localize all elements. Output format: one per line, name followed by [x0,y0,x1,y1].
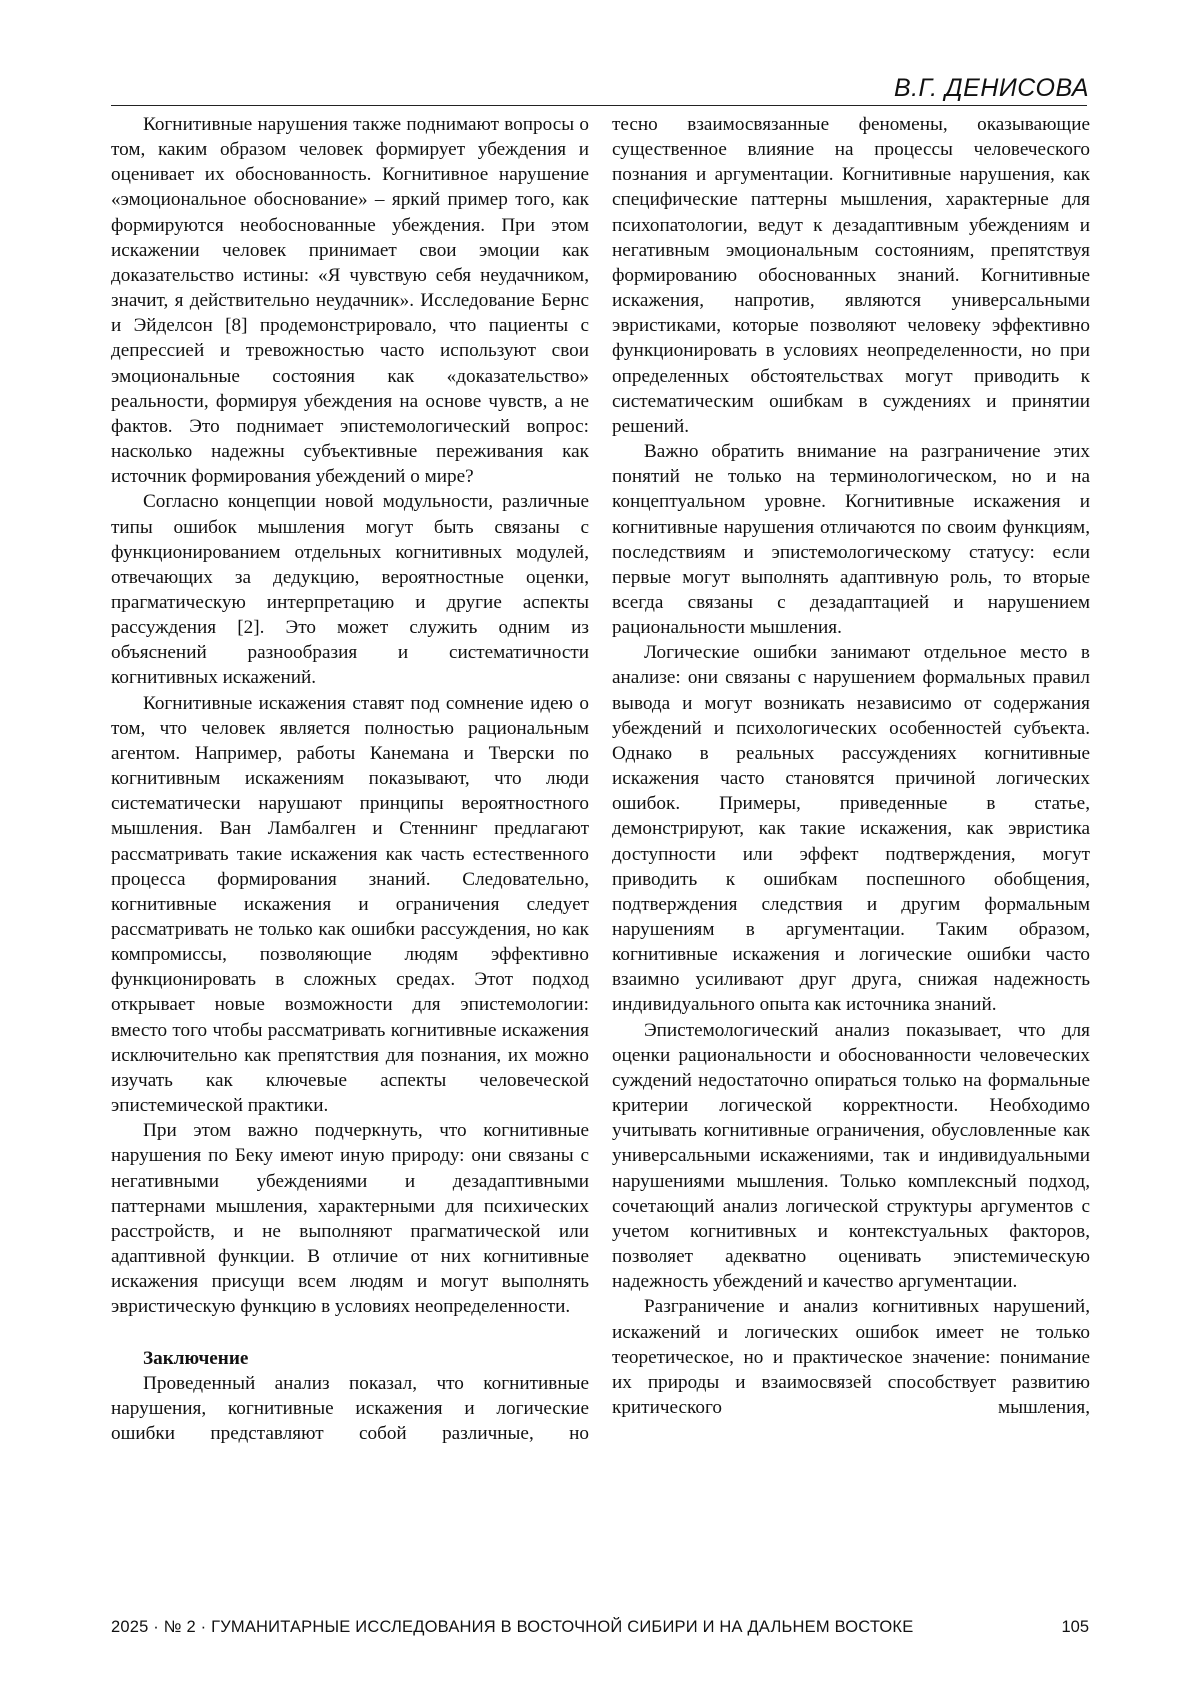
right-column [612,112,1090,1420]
paragraph: Разграничение и анализ когнитивных нарушений, искажений и логических ошибок имеет не только теоретическое, но и практическое значение: понимание их природы и взаимосвязей способствует развитию критического мышления, [612,1296,1090,1418]
page-number: 105 [1061,1618,1089,1636]
paragraph: Эпистемологический анализ показывает, что для оценки рациональности и обоснованности человеческих суждений недостаточно опираться только на формальные критерии логической корректности. Необходимо учитывать когнитивные ограничения, обусловленные как универсальными искажениями, так и индивидуальными нарушениями мышления. Только комплексный подход, сочетающий анализ логической структуры аргументов с учетом когнитивных и контекстуальных факторов, позволяет адекватно оценивать эпистемическую надежность убеждений и качество аргументации. [612,1019,1090,1293]
paragraph: Когнитивные искажения ставят под сомнение идею о том, что человек является полностью рациональным агентом. Например, работы Канемана и Тверски по когнитивным искажениям показывают, что люди систематически нарушают принципы вероятностного мышления. Ван Ламбалген и Стеннинг предлагают рассматривать такие искажения как часть естественного процесса формирования знаний. Следовательно, когнитивные искажения и ограничения следует рассматривать не только как ошибки рассуждения, но как компромиссы, позволяющие людям эффективно функционировать в сложных средах. Этот подход открывает новые возможности для эпистемологии: вместо того чтобы рассматривать когнитивные искажения исключительно как препятствия для познания, их можно изучать как ключевые аспекты человеческой эпистемической практики. [111,692,589,1117]
paragraph: Согласно концепции новой модульности, различные типы ошибок мышления могут быть связаны с функционированием отдельных когнитивных модулей, отвечающих за дедукцию, вероятностные оценки, прагматическую интерпретацию и другие аспекты рассуждения [2]. Это может служить одним из объяснений разнообразия и систематичности когнитивных искажений. [111,491,589,689]
footer-journal-title: 2025 · № 2 · ГУМАНИТАРНЫЕ ИССЛЕДОВАНИЯ В ВОСТОЧНОЙ СИБИРИ И НА ДАЛЬНЕМ ВОСТОКЕ [111,1618,914,1636]
paragraph: Когнитивные нарушения также поднимают вопросы о том, каким образом человек формирует убеждения и оценивает их обоснованность. Когнитивное нарушение «эмоциональное обоснование» – яркий пример того, как формируются необоснованные убеждения. При этом искажении человек принимает свои эмоции как доказательство истины: «Я чувствую себя неудачником, значит, я действительно неудачник». Исследование Бернс и Эйделсон [8] продемонстрировало, что пациенты с депрессией и тревожностью часто используют свои эмоциональные состояния как «доказательство» реальности, формируя убеждения на основе чувств, а не фактов. Это поднимает эпистемологический вопрос: насколько надежны субъективные переживания как источник формирования убеждений о мире? [111,114,589,488]
section-heading-conclusion: Заключение [143,1347,249,1369]
left-column [111,112,589,1446]
paragraph: Проведенный анализ показал, что когнитивные нарушения, когнитивные искажения и логические ошибки представляют собой различные, но [111,1372,589,1444]
paragraph: При этом важно подчеркнуть, что когнитивные нарушения по Беку имеют иную природу: они связаны с негативными убеждениями и дезадаптивными паттернами мышления, характерными для психических расстройств, и не выполняют прагматической или адаптивной функции. В отличие от них когнитивные искажения присущи всем людям и могут выполнять эвристическую функцию в условиях неопределенности. [111,1120,589,1318]
paragraph: Логические ошибки занимают отдельное место в анализе: они связаны с нарушением формальных правил вывода и могут возникать независимо от содержания убеждений и психологических особенностей субъекта. Однако в реальных рассуждениях когнитивные искажения часто становятся причиной логических ошибок. Примеры, приведенные в статье, демонстрируют, как такие искажения, как эвристика доступности или эффект подтверждения, могут приводить к ошибкам поспешного обобщения, подтверждения следствия и другим формальным нарушениям в аргументации. Таким образом, когнитивные искажения и логические ошибки часто взаимно усиливают друг друга, снижая надежность индивидуального опыта как источника знаний. [612,642,1090,1016]
header-divider [111,105,1087,106]
paragraph-continued: тесно взаимосвязанные феномены, оказывающие существенное влияние на процессы человеческого познания и аргументации. Когнитивные нарушения, как специфические паттерны мышления, характерные для психопатологии, ведут к дезадаптивным убеждениям и негативным эмоциональным состояниям, препятствуя формированию обоснованных знаний. Когнитивные искажения, напротив, являются универсальными эвристиками, которые позволяют человеку эффективно функционировать в условиях неопределенности, но при определенных обстоятельствах могут приводить к систематическим ошибкам в суждениях и принятии решений. [612,114,1090,437]
paragraph: Важно обратить внимание на разграничение этих понятий не только на терминологическом, но и на концептуальном уровне. Когнитивные искажения и когнитивные нарушения отличаются по своим функциям, последствиям и эпистемологическому статусу: если первые могут выполнять адаптивную роль, то вторые всегда связаны с дезадаптацией и нарушением рациональности мышления. [612,441,1090,639]
running-head-author: В.Г. ДЕНИСОВА [893,74,1089,102]
